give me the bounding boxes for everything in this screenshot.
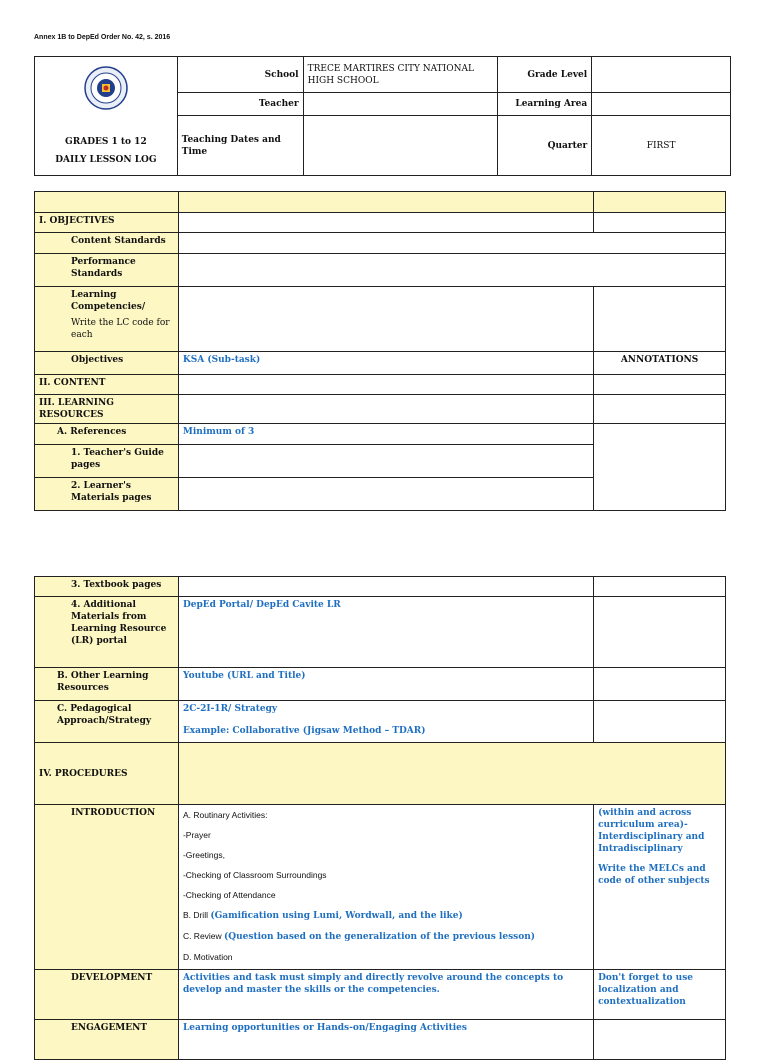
intro-annotation-melcs: Write the MELCs and code of other subjects [598, 864, 710, 886]
routinary-activities: A. Routinary Activities: [182, 810, 268, 820]
strategy-note: 2C-2I-1R/ Strategy [182, 704, 278, 714]
grades-label: GRADES 1 to 12 [65, 137, 147, 147]
drill-item: B. Drill (Gamification using Lumi, Wordwall, and the like) [182, 910, 463, 921]
lc-cell[interactable] [178, 287, 593, 352]
learning-area-value[interactable] [592, 93, 731, 116]
blank-header-cell [35, 192, 179, 213]
annotation-cell[interactable] [594, 577, 726, 597]
teacher-value[interactable] [303, 93, 498, 116]
content-cell[interactable] [178, 375, 593, 395]
introduction-label: INTRODUCTION [35, 805, 179, 970]
content-standards-cell[interactable] [178, 233, 725, 254]
learning-resources-section: III. LEARNING RESOURCES [35, 395, 179, 424]
references-label: A. References [35, 424, 179, 445]
strategy-example: Example: Collaborative (Jigsaw Method – TDAR) [182, 726, 426, 736]
pedagogical-label: C. Pedagogical Approach/Strategy [35, 701, 179, 743]
textbook-label: 3. Textbook pages [35, 577, 179, 597]
learning-area-label: Learning Area [498, 93, 592, 116]
annotation-cell[interactable] [594, 375, 726, 395]
annex-caption: Annex 1B to DepEd Order No. 42, s. 2016 [34, 34, 171, 41]
school-value[interactable]: TRECE MARTIRES CITY NATIONAL HIGH SCHOOL [303, 57, 498, 93]
header-logo-cell [35, 57, 178, 176]
teacher-label: Teacher [177, 93, 303, 116]
annotation-cell[interactable] [594, 395, 726, 424]
development-text: Activities and task must simply and directly revolve around the concepts to develop and master the skills or the competencies. [178, 970, 593, 1020]
attendance-item: -Checking of Attendance [182, 890, 276, 900]
objectives-section: I. OBJECTIVES [35, 213, 179, 233]
procedures-section: IV. PROCEDURES [35, 743, 179, 805]
grade-level-value[interactable] [592, 57, 731, 93]
lc-note: Write the LC code for each [71, 318, 170, 340]
development-label: DEVELOPMENT [35, 970, 179, 1020]
quarter-label: Quarter [498, 116, 592, 176]
annotation-cell[interactable] [594, 701, 726, 743]
teachers-guide-label: 1. Teacher's Guide pages [35, 445, 179, 478]
prayer-item: -Prayer [182, 830, 211, 840]
lesson-table-part-2 [34, 576, 726, 1060]
quarter-value[interactable]: FIRST [592, 116, 731, 176]
textbook-cell[interactable] [178, 577, 593, 597]
performance-standards-label: Performance Standards [35, 254, 179, 287]
learners-materials-label: 2. Learner's Materials pages [35, 478, 179, 511]
grade-level-label: Grade Level [498, 57, 592, 93]
annotation-cell[interactable] [594, 287, 726, 352]
engagement-text: Learning opportunities or Hands-on/Engaging Activities [178, 1020, 593, 1060]
deped-seal-icon [84, 66, 128, 110]
other-resources-label: B. Other Learning Resources [35, 668, 179, 701]
annotation-cell[interactable] [594, 213, 726, 233]
ksa-note: KSA (Sub-task) [178, 352, 593, 375]
engagement-label: ENGAGEMENT [35, 1020, 179, 1060]
review-item: C. Review (Question based on the generalization of the previous lesson) [182, 931, 536, 942]
annotation-cell[interactable] [594, 597, 726, 668]
motivation-item: D. Motivation [182, 952, 233, 962]
blank-header-cell [594, 192, 726, 213]
review-note: (Question based on the generalization of the previous lesson) [224, 932, 536, 942]
surroundings-item: -Checking of Classroom Surroundings [182, 870, 327, 880]
greetings-item: -Greetings, [182, 850, 225, 860]
learners-materials-cell[interactable] [178, 478, 593, 511]
teaching-dates-label: Teaching Dates and Time [177, 116, 303, 176]
teachers-guide-cell[interactable] [178, 445, 593, 478]
intro-annotation-areas: (within and across curriculum area)- Interdisciplinary and Intradisciplinary [598, 808, 705, 854]
objectives-label: Objectives [35, 352, 179, 375]
deped-portal-note: DepEd Portal/ DepEd Cavite LR [178, 597, 593, 668]
development-annotation: Don't forget to use localization and contextualization [594, 970, 726, 1020]
objectives-cell[interactable] [178, 213, 593, 233]
lesson-table-part-1 [34, 191, 726, 511]
header-table [34, 56, 731, 176]
minimum-note: Minimum of 3 [178, 424, 593, 445]
lc-title: Learning Competencies/ [71, 290, 146, 312]
annotations-heading: ANNOTATIONS [594, 352, 726, 375]
content-section: II. CONTENT [35, 375, 179, 395]
learning-resources-cell[interactable] [178, 395, 593, 424]
teaching-dates-value[interactable] [303, 116, 498, 176]
annotation-cell[interactable] [594, 668, 726, 701]
blank-header-cell [178, 192, 593, 213]
youtube-note: Youtube (URL and Title) [178, 668, 593, 701]
drill-note: (Gamification using Lumi, Wordwall, and the like) [210, 911, 463, 921]
school-label: School [177, 57, 303, 93]
annotation-cell[interactable] [594, 424, 726, 511]
performance-standards-cell[interactable] [178, 254, 725, 287]
procedures-cell [178, 743, 725, 805]
additional-materials-label: 4. Additional Materials from Learning Resource (LR) portal [35, 597, 179, 668]
annotation-cell[interactable] [594, 1020, 726, 1060]
log-title: DAILY LESSON LOG [55, 155, 157, 165]
content-standards-label: Content Standards [35, 233, 179, 254]
